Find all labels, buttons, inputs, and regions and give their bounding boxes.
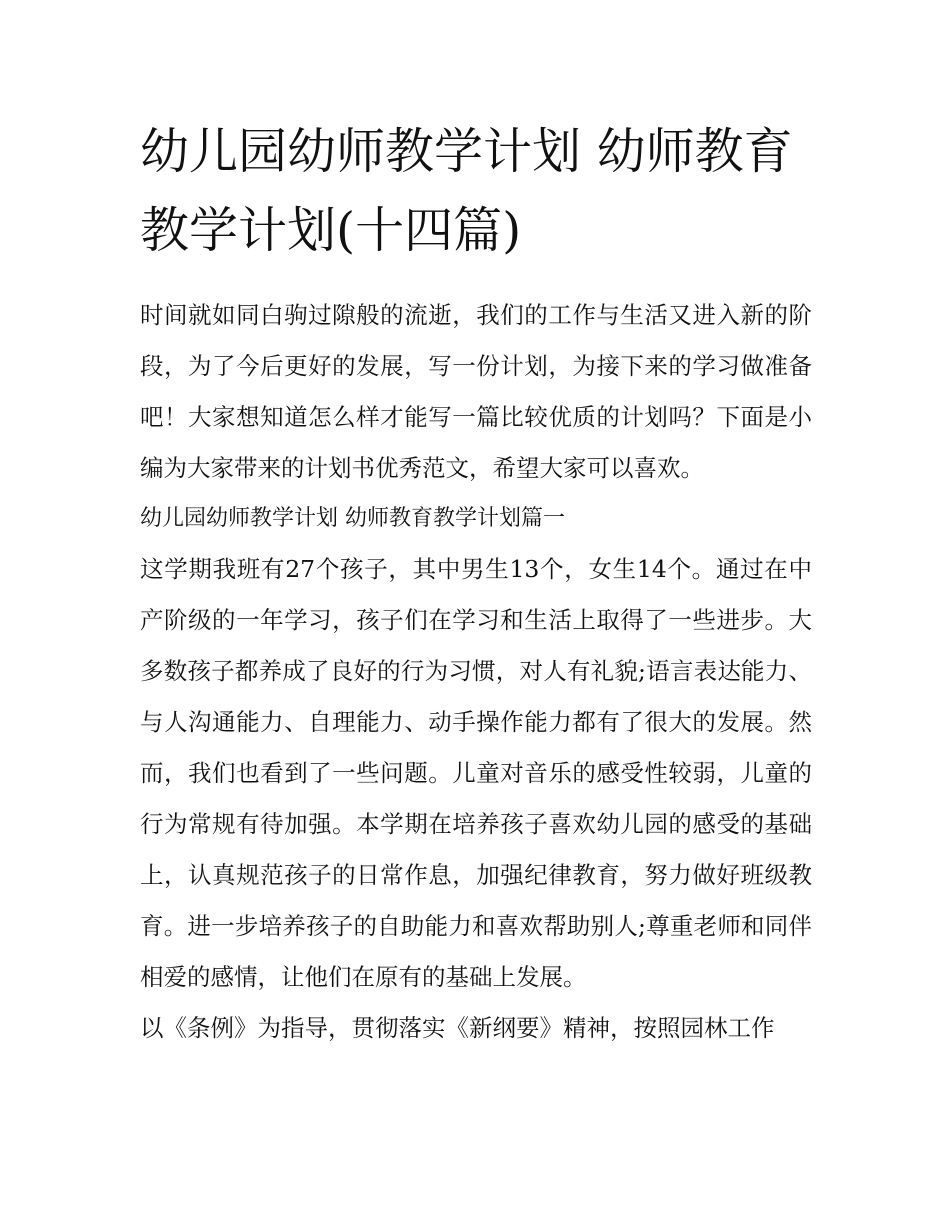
body-paragraph-2: 以《条例》为指导，贯彻落实《新纲要》精神，按照园林工作 [140, 1014, 775, 1042]
intro-paragraph: 时间就如同白驹过隙般的流逝，我们的工作与生活又进入新的阶段，为了今后更好的发展，写一份计划，为接下来的学习做准备吧！大家想知道怎么样才能写一篇比较优质的计划吗？下面是小编为大家带来的计划书优秀范文，希望大家可以喜欢。 [140, 301, 812, 482]
document-page [140, 112, 812, 1054]
body-paragraph-1: 这学期我班有27个孩子，其中男生13个，女生14个。通过在中产阶级的一年学习，孩子们在学习和生活上取得了一些进步。大多数孩子都养成了良好的行为习惯，对人有礼貌;语言表达能力、与人沟通能力、自理能力、动手操作能力都有了很大的发展。然而，我们也看到了一些问题。儿童对音乐的感受性较弱，儿童的行为常规有待加强。本学期在培养孩子喜欢幼儿园的感受的基础上，认真规范孩子的日常作息，加强纪律教育，努力做好班级教育。进一步培养孩子的自助能力和喜欢帮助别人;尊重老师和同伴相爱的感情，让他们在原有的基础上发展。 [140, 555, 812, 991]
document-body [140, 290, 812, 1054]
document-title: 幼儿园幼师教学计划 幼师教育教学计划(十四篇) [140, 123, 793, 259]
section-heading: 幼儿园幼师教学计划 幼师教育教学计划篇一 [140, 506, 565, 531]
